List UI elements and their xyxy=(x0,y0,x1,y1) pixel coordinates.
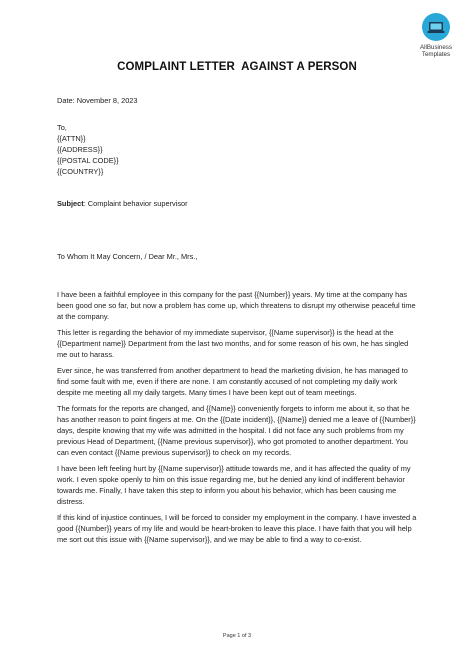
letter-date: Date: November 8, 2023 xyxy=(57,96,138,105)
logo-text-line1: AllBusiness xyxy=(420,44,452,51)
recipient-country: {{COUNTRY}} xyxy=(57,167,104,176)
body-paragraph: If this kind of injustice continues, I will be forced to consider my employment in the company. I have invested a good {{Number}} years of my life and would be heart-broken to leave this place. I have faith that you will help me sort out this issue with {{Name supervisor}}, and we may be able to find a way to co-exist. xyxy=(57,513,417,544)
document-title: COMPLAINT LETTER AGAINST A PERSON xyxy=(117,61,357,73)
body-paragraph: The formats for the reports are changed, and {{Name}} conveniently forgets to inform me about it, so that he has another reason to point fingers at me. On the {{Date incident}}, {{Name}} denied me a leave of {{Number}} days, despite knowing that my wife was admitted in the hospital. I did not face any such problems from my previous Head of Department, {{Name previous supervisor}}, who got promoted to another department. You can even contact {{Name previous supervisor}} to check on my records. xyxy=(57,404,416,457)
allbusiness-templates-logo xyxy=(410,12,462,58)
body-paragraph: This letter is regarding the behavior of my immediate supervisor, {{Name supervisor}} is the head at the {{Department name}} Department from the last two months, and for some reason of his own, he has singled me out to harass. xyxy=(57,328,409,359)
body-paragraph: I have been a faithful employee in this company for the past {{Number}} years. My time at the company has been good one so far, but now a problem has come up, which threatens to disrupt my otherwise peaceful time at the company. xyxy=(57,290,416,321)
recipient-address: {{ADDRESS}} xyxy=(57,145,103,154)
recipient-postal-code: {{POSTAL CODE}} xyxy=(57,156,119,165)
greeting: To Whom It May Concern, / Dear Mr., Mrs., xyxy=(57,252,198,261)
subject-text: : Complaint behavior supervisor xyxy=(83,199,188,208)
recipient-to: To, xyxy=(57,123,67,132)
body-paragraph: Ever since, he was transferred from another department to head the marketing division, he has managed to find some fault with me, even if there are none. I am constantly accused of not completing my daily work despite me meeting all my daily targets. Many times I have been kept out of team meetings. xyxy=(57,366,408,397)
logo-badge-icon xyxy=(421,12,451,42)
recipient-attn: {{ATTN}} xyxy=(57,134,86,143)
subject-line xyxy=(57,198,188,209)
subject-label: Subject xyxy=(57,199,84,208)
body-paragraph: I have been left feeling hurt by {{Name supervisor}} attitude towards me, and it has affected the quality of my work. I even spoke openly to him on this issue regarding me, but he denied any kind of indifferent behavior towards me. Finally, I have taken this step to inform you about his behavior, which has been causing me distress. xyxy=(57,464,411,506)
page-number: Page 1 of 3 xyxy=(222,633,252,639)
letter-body xyxy=(57,289,419,550)
logo-text-line2: Templates xyxy=(421,51,451,58)
recipient-block xyxy=(57,122,119,177)
